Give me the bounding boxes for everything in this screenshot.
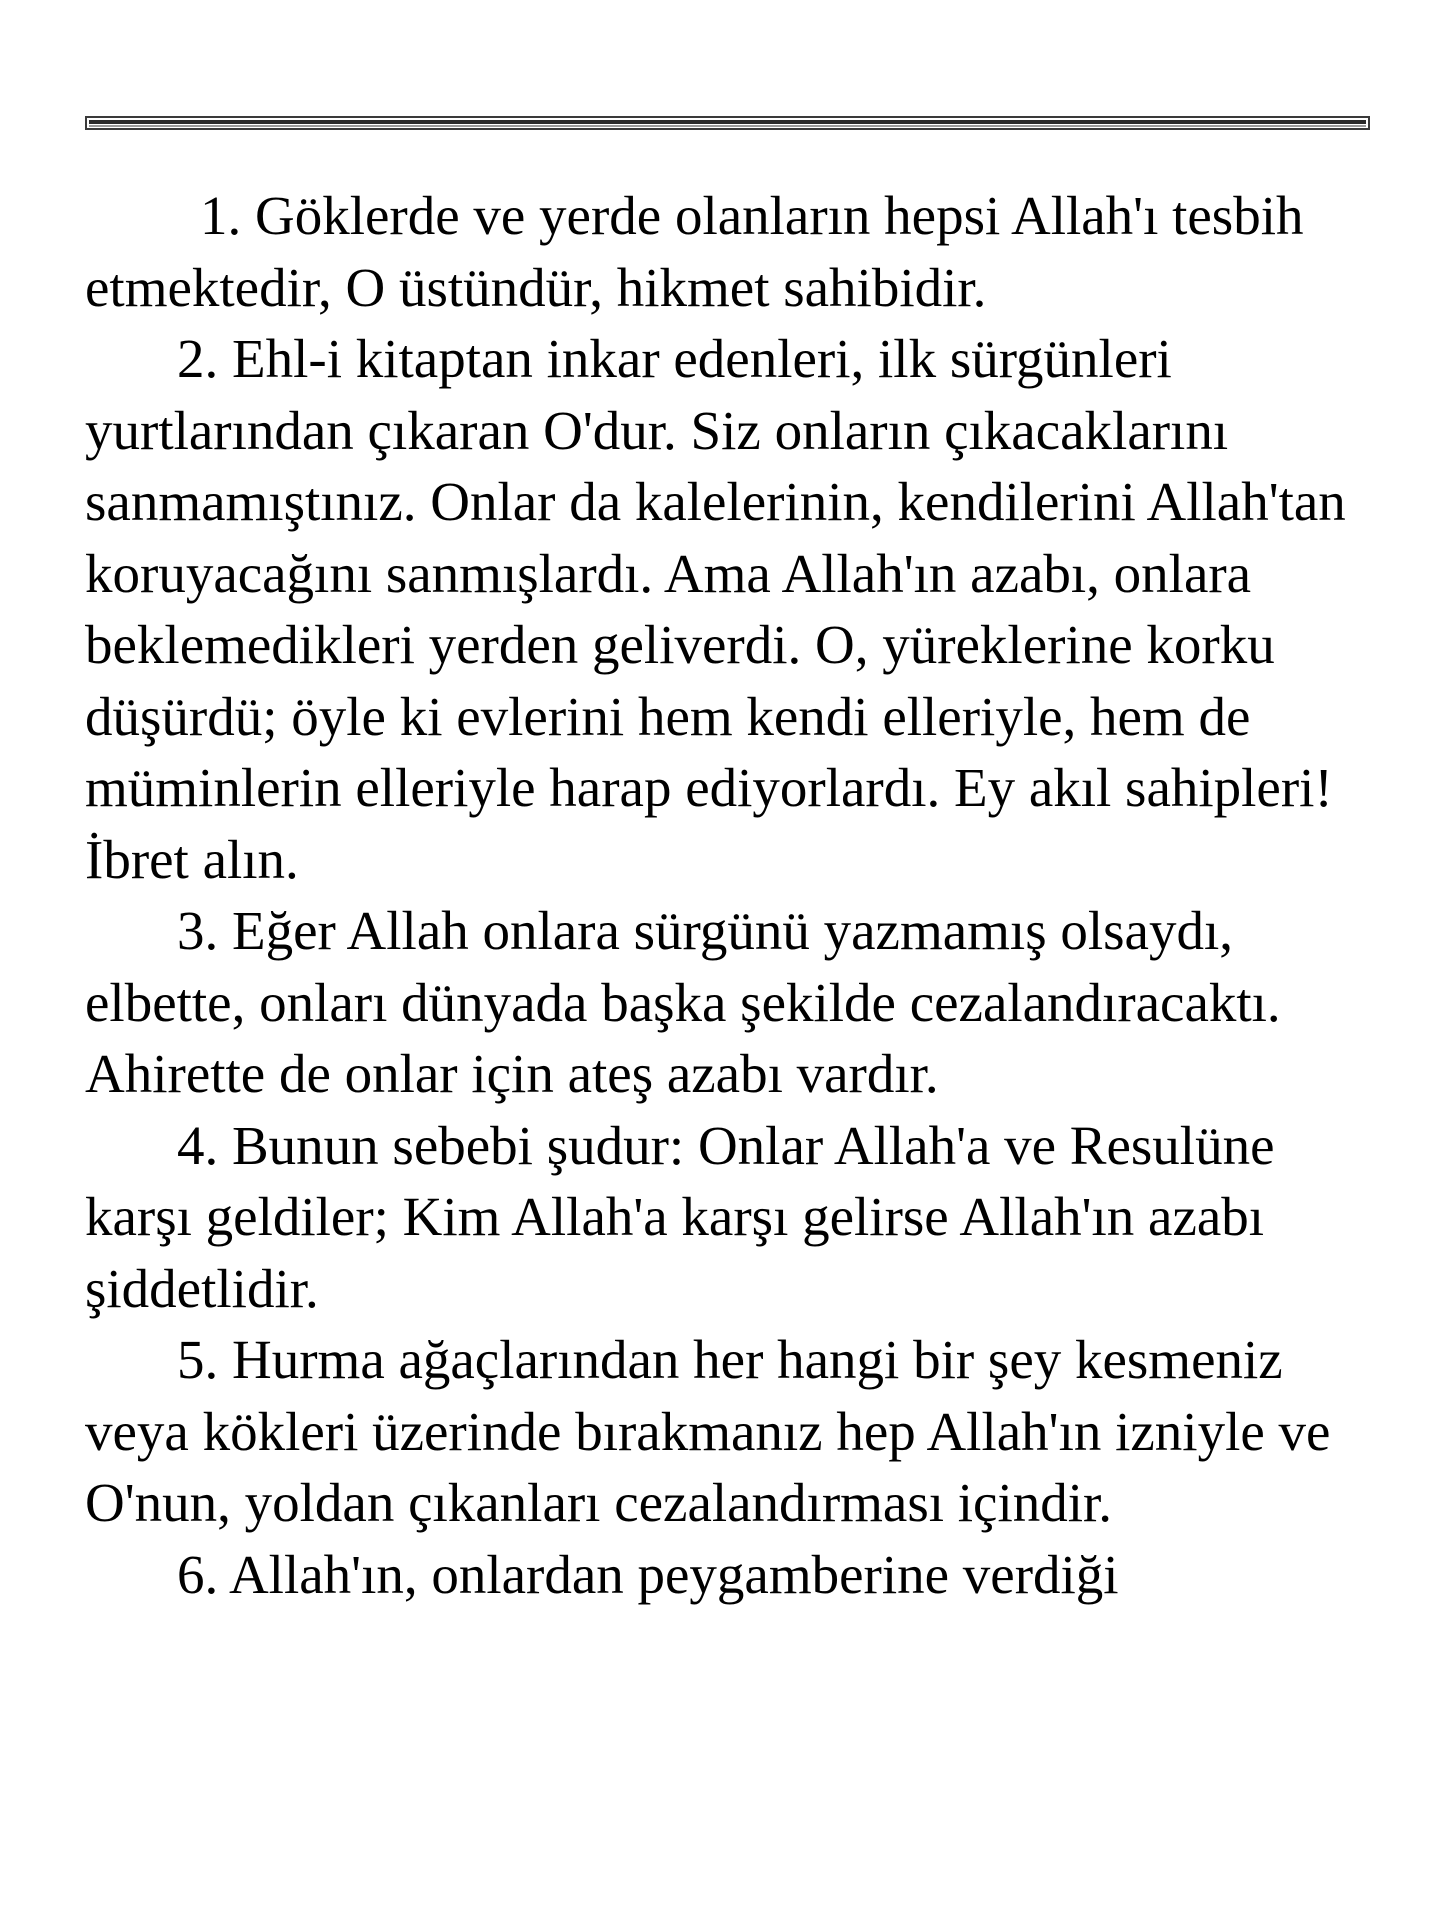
verse-3: 3. Eğer Allah onlara sürgünü yazmamış olsaydı, elbette, onları dünyada başka şekilde cezalandıracaktı. Ahirette de onlar için ateş azabı vardır. bbox=[85, 900, 1281, 1104]
header-rule bbox=[85, 116, 1370, 130]
verse-5: 5. Hurma ağaçlarından her hangi bir şey kesmeniz veya kökleri üzerinde bırakmanız hep Allah'ın izniyle ve O'nun, yoldan çıkanları cezalandırması içindir. bbox=[85, 1329, 1331, 1533]
verse-6: 6. Allah'ın, onlardan peygamberine verdiği bbox=[177, 1543, 1119, 1605]
verse-1: 1. Göklerde ve yerde olanların hepsi Allah'ı tesbih etmektedir, O üstündür, hikmet sahibidir. bbox=[85, 185, 1304, 318]
verse-4: 4. Bunun sebebi şudur: Onlar Allah'a ve Resulüne karşı geldiler; Kim Allah'a karşı gelirse Allah'ın azabı şiddetlidir. bbox=[85, 1114, 1275, 1319]
verse-text-block bbox=[85, 180, 1375, 1610]
verse-2: 2. Ehl-i kitaptan inkar edenleri, ilk sürgünleri yurtlarından çıkaran O'dur. Siz onların çıkacaklarını sanmamıştınız. Onlar da kalelerinin, kendilerini Allah'tan koruyacağını sanmışlardı. Ama Allah'ın azabı, onlara beklemedikleri yerden geliverdi. O, yüreklerine korku düşürdü; öyle ki evlerini hem kendi elleriyle, hem de müminlerin elleriyle harap ediyorlardı. Ey akıl sahipleri! İbret alın. bbox=[85, 328, 1346, 890]
